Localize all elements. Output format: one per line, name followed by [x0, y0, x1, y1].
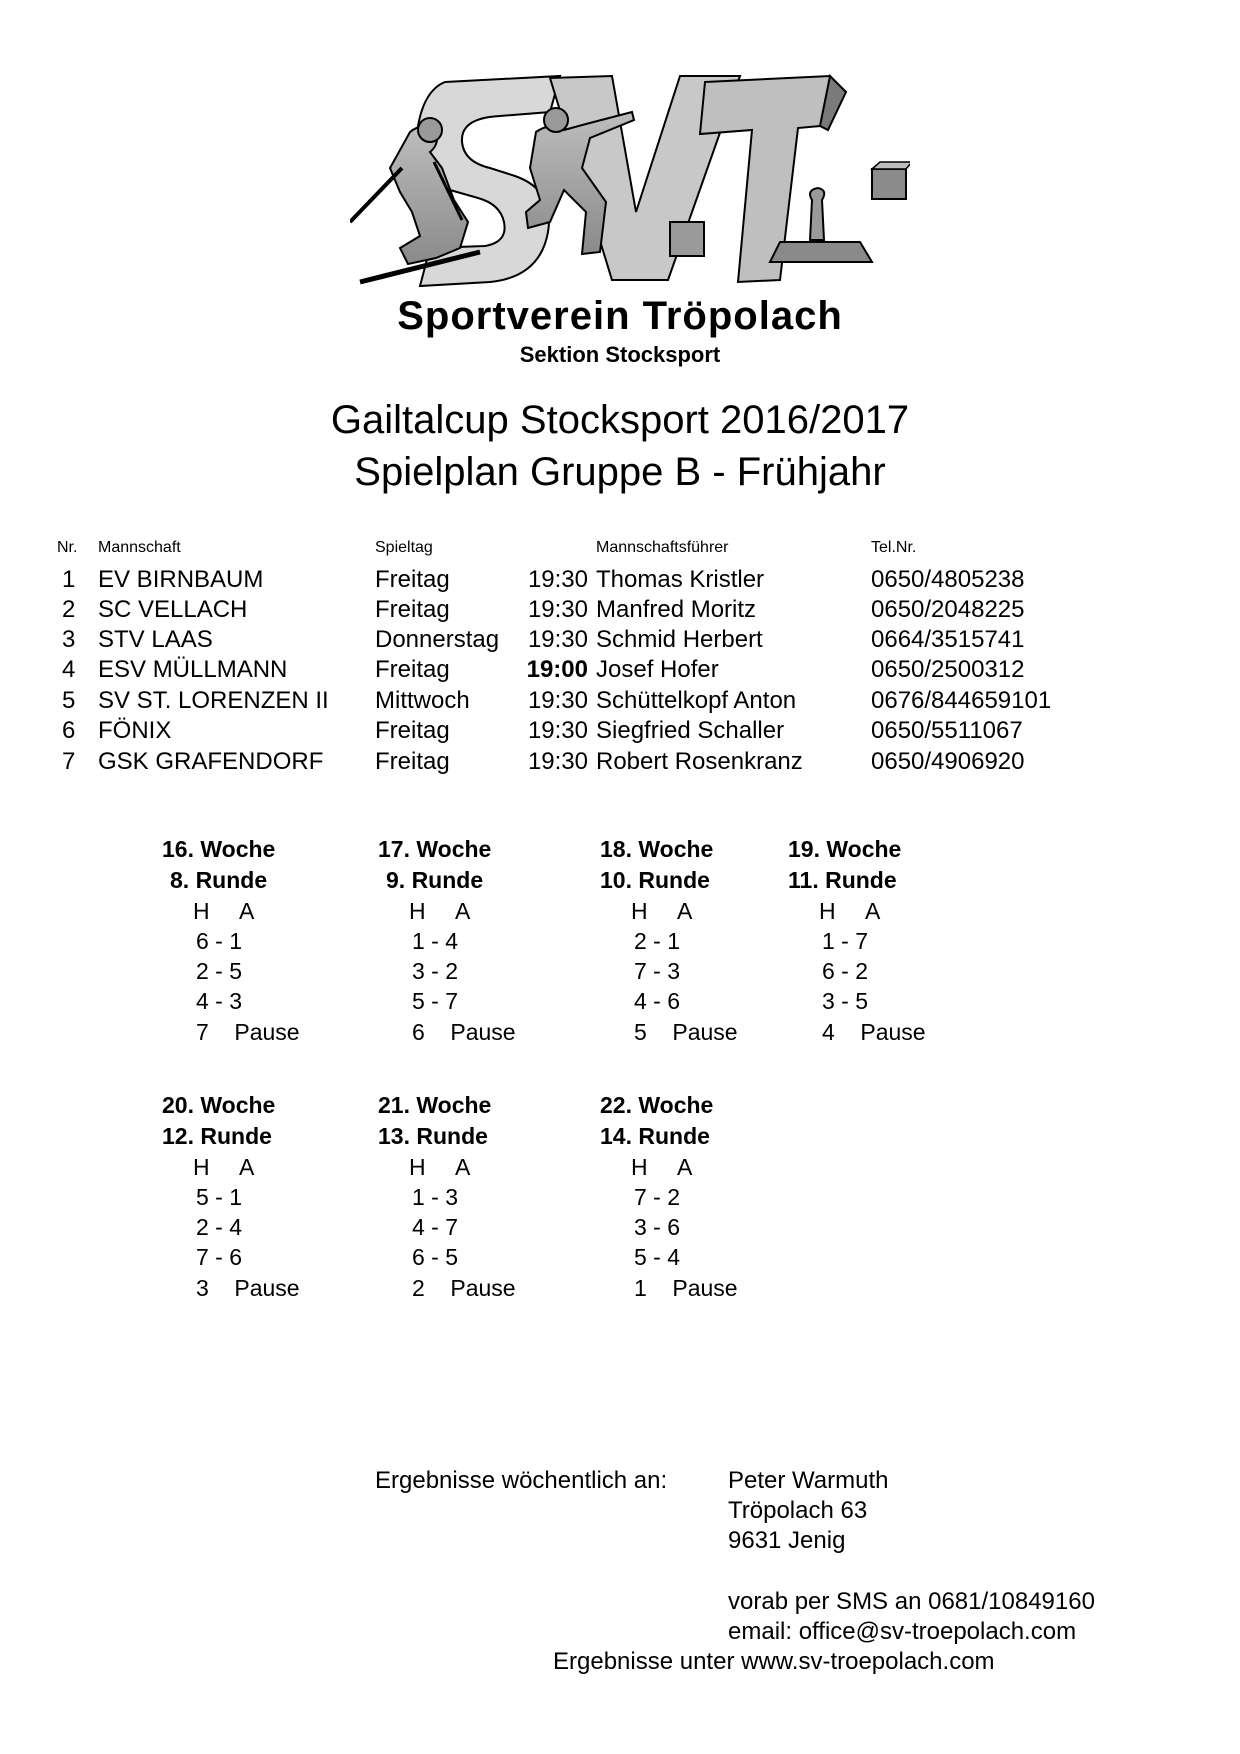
match: 1 - 7: [822, 928, 869, 954]
team-captain: Schüttelkopf Anton: [596, 687, 797, 714]
match: 2 - 5: [196, 958, 243, 984]
table-row: [0, 687, 1240, 717]
col-header-nr: Nr.: [57, 539, 78, 556]
home-label: H: [819, 898, 836, 924]
match: 7 - 6: [196, 1244, 243, 1270]
match-day: Freitag: [375, 717, 450, 744]
team-nr: 4: [62, 656, 76, 683]
team-captain: Schmid Herbert: [596, 626, 763, 653]
results-label: Ergebnisse wöchentlich an:: [375, 1467, 668, 1494]
week-block: [788, 836, 988, 1066]
team-nr: 3: [62, 626, 76, 653]
table-row: [0, 626, 1240, 656]
team-nr: 1: [62, 566, 76, 593]
week-label: 20. Woche: [162, 1092, 276, 1118]
home-label: H: [631, 1154, 648, 1180]
week-label: 22. Woche: [600, 1092, 714, 1118]
team-captain: Siegfried Schaller: [596, 717, 785, 744]
match: 7 - 3: [634, 958, 681, 984]
home-label: H: [409, 1154, 426, 1180]
away-label: A: [239, 898, 255, 924]
team-name: GSK GRAFENDORF: [98, 748, 324, 775]
pause-team: 2 Pause: [412, 1275, 516, 1301]
home-label: H: [193, 898, 210, 924]
contact-sms: vorab per SMS an 0681/10849160: [728, 1588, 1095, 1615]
phone-number: 0650/2500312: [871, 656, 1025, 683]
pause-team: 4 Pause: [822, 1019, 926, 1045]
match: 1 - 3: [412, 1184, 459, 1210]
logo-text: SV.T.: [350, 72, 353, 73]
phone-number: 0650/4906920: [871, 748, 1025, 775]
team-nr: 5: [62, 687, 76, 714]
club-name: Sportverein Tröpolach: [397, 294, 843, 338]
match: 5 - 4: [634, 1244, 681, 1270]
match: 4 - 6: [634, 988, 681, 1014]
week-block: [600, 1092, 800, 1322]
away-label: A: [865, 898, 881, 924]
team-name: SC VELLACH: [98, 596, 248, 623]
phone-number: 0650/4805238: [871, 566, 1025, 593]
away-label: A: [677, 1154, 693, 1180]
phone-number: 0676/844659101: [871, 687, 1052, 714]
team-name: ESV MÜLLMANN: [98, 656, 288, 683]
match-time: 19:30: [527, 717, 588, 744]
match-day: Freitag: [375, 748, 450, 775]
home-label: H: [193, 1154, 210, 1180]
page-title: Gailtalcup Stocksport 2016/2017: [330, 398, 910, 442]
club-logo: [350, 72, 910, 292]
match: 1 - 4: [412, 928, 459, 954]
team-captain: Robert Rosenkranz: [596, 748, 803, 775]
pause-team: 6 Pause: [412, 1019, 516, 1045]
col-header-day: Spieltag: [375, 539, 433, 556]
contact-name: Peter Warmuth: [728, 1467, 889, 1494]
round-label: 10. Runde: [600, 867, 710, 893]
team-name: SV ST. LORENZEN II: [98, 687, 329, 714]
match-day: Donnerstag: [375, 626, 500, 653]
match-time: 19:00: [526, 656, 588, 683]
contact-city: 9631 Jenig: [728, 1527, 846, 1554]
match: 6 - 2: [822, 958, 869, 984]
table-row: [0, 566, 1240, 596]
match: 3 - 6: [634, 1214, 681, 1240]
col-header-tel: Tel.Nr.: [871, 539, 917, 556]
team-captain: Manfred Moritz: [596, 596, 757, 623]
week-label: 18. Woche: [600, 836, 714, 862]
round-label: 9. Runde: [386, 867, 484, 893]
week-label: 16. Woche: [162, 836, 276, 862]
phone-number: 0664/3515741: [871, 626, 1025, 653]
team-nr: 2: [62, 596, 76, 623]
page-subtitle: Spielplan Gruppe B - Frühjahr: [354, 450, 886, 494]
team-name: STV LAAS: [98, 626, 213, 653]
week-label: 21. Woche: [378, 1092, 492, 1118]
match: 2 - 4: [196, 1214, 243, 1240]
pause-team: 7 Pause: [196, 1019, 300, 1045]
pause-team: 3 Pause: [196, 1275, 300, 1301]
week-block: [600, 836, 800, 1066]
contact-street: Tröpolach 63: [728, 1497, 868, 1524]
week-block: [162, 1092, 362, 1322]
match: 2 - 1: [634, 928, 681, 954]
match: 6 - 5: [412, 1244, 459, 1270]
match-time: 19:30: [527, 566, 588, 593]
col-header-captain: Mannschaftsführer: [596, 539, 729, 556]
table-row: [0, 748, 1240, 778]
week-block: [378, 1092, 578, 1322]
week-block: [378, 836, 578, 1066]
match: 5 - 1: [196, 1184, 243, 1210]
week-block: [162, 836, 362, 1066]
match: 3 - 2: [412, 958, 459, 984]
match-time: 19:30: [527, 748, 588, 775]
pause-team: 5 Pause: [634, 1019, 738, 1045]
team-name: FÖNIX: [98, 717, 172, 744]
phone-number: 0650/5511067: [871, 717, 1023, 744]
team-nr: 7: [62, 748, 76, 775]
match-day: Freitag: [375, 656, 450, 683]
round-label: 11. Runde: [788, 867, 897, 893]
team-name: EV BIRNBAUM: [98, 566, 264, 593]
match-day: Freitag: [375, 596, 450, 623]
match-day: Mittwoch: [375, 687, 470, 714]
contact-email: email: office@sv-troepolach.com: [728, 1618, 1077, 1645]
match: 6 - 1: [196, 928, 243, 954]
home-label: H: [409, 898, 426, 924]
table-row: [0, 656, 1240, 686]
match-day: Freitag: [375, 566, 450, 593]
table-row: [0, 717, 1240, 747]
phone-number: 0650/2048225: [871, 596, 1025, 623]
team-captain: Thomas Kristler: [596, 566, 765, 593]
away-label: A: [677, 898, 693, 924]
away-label: A: [239, 1154, 255, 1180]
club-section: Sektion Stocksport: [519, 342, 721, 367]
away-label: A: [455, 898, 471, 924]
round-label: 8. Runde: [170, 867, 268, 893]
match: 4 - 7: [412, 1214, 459, 1240]
match-time: 19:30: [527, 596, 588, 623]
home-label: H: [631, 898, 648, 924]
match-time: 19:30: [527, 626, 588, 653]
match: 4 - 3: [196, 988, 243, 1014]
match: 5 - 7: [412, 988, 459, 1014]
away-label: A: [455, 1154, 471, 1180]
round-label: 14. Runde: [600, 1123, 710, 1149]
team-captain: Josef Hofer: [596, 656, 719, 683]
match: 3 - 5: [822, 988, 869, 1014]
team-nr: 6: [62, 717, 76, 744]
week-label: 19. Woche: [788, 836, 902, 862]
col-header-team: Mannschaft: [98, 539, 181, 556]
table-row: [0, 596, 1240, 626]
match: 7 - 2: [634, 1184, 681, 1210]
pause-team: 1 Pause: [634, 1275, 738, 1301]
match-time: 19:30: [527, 687, 588, 714]
round-label: 12. Runde: [162, 1123, 272, 1149]
results-website: Ergebnisse unter www.sv-troepolach.com: [553, 1648, 995, 1675]
round-label: 13. Runde: [378, 1123, 488, 1149]
week-label: 17. Woche: [378, 836, 492, 862]
